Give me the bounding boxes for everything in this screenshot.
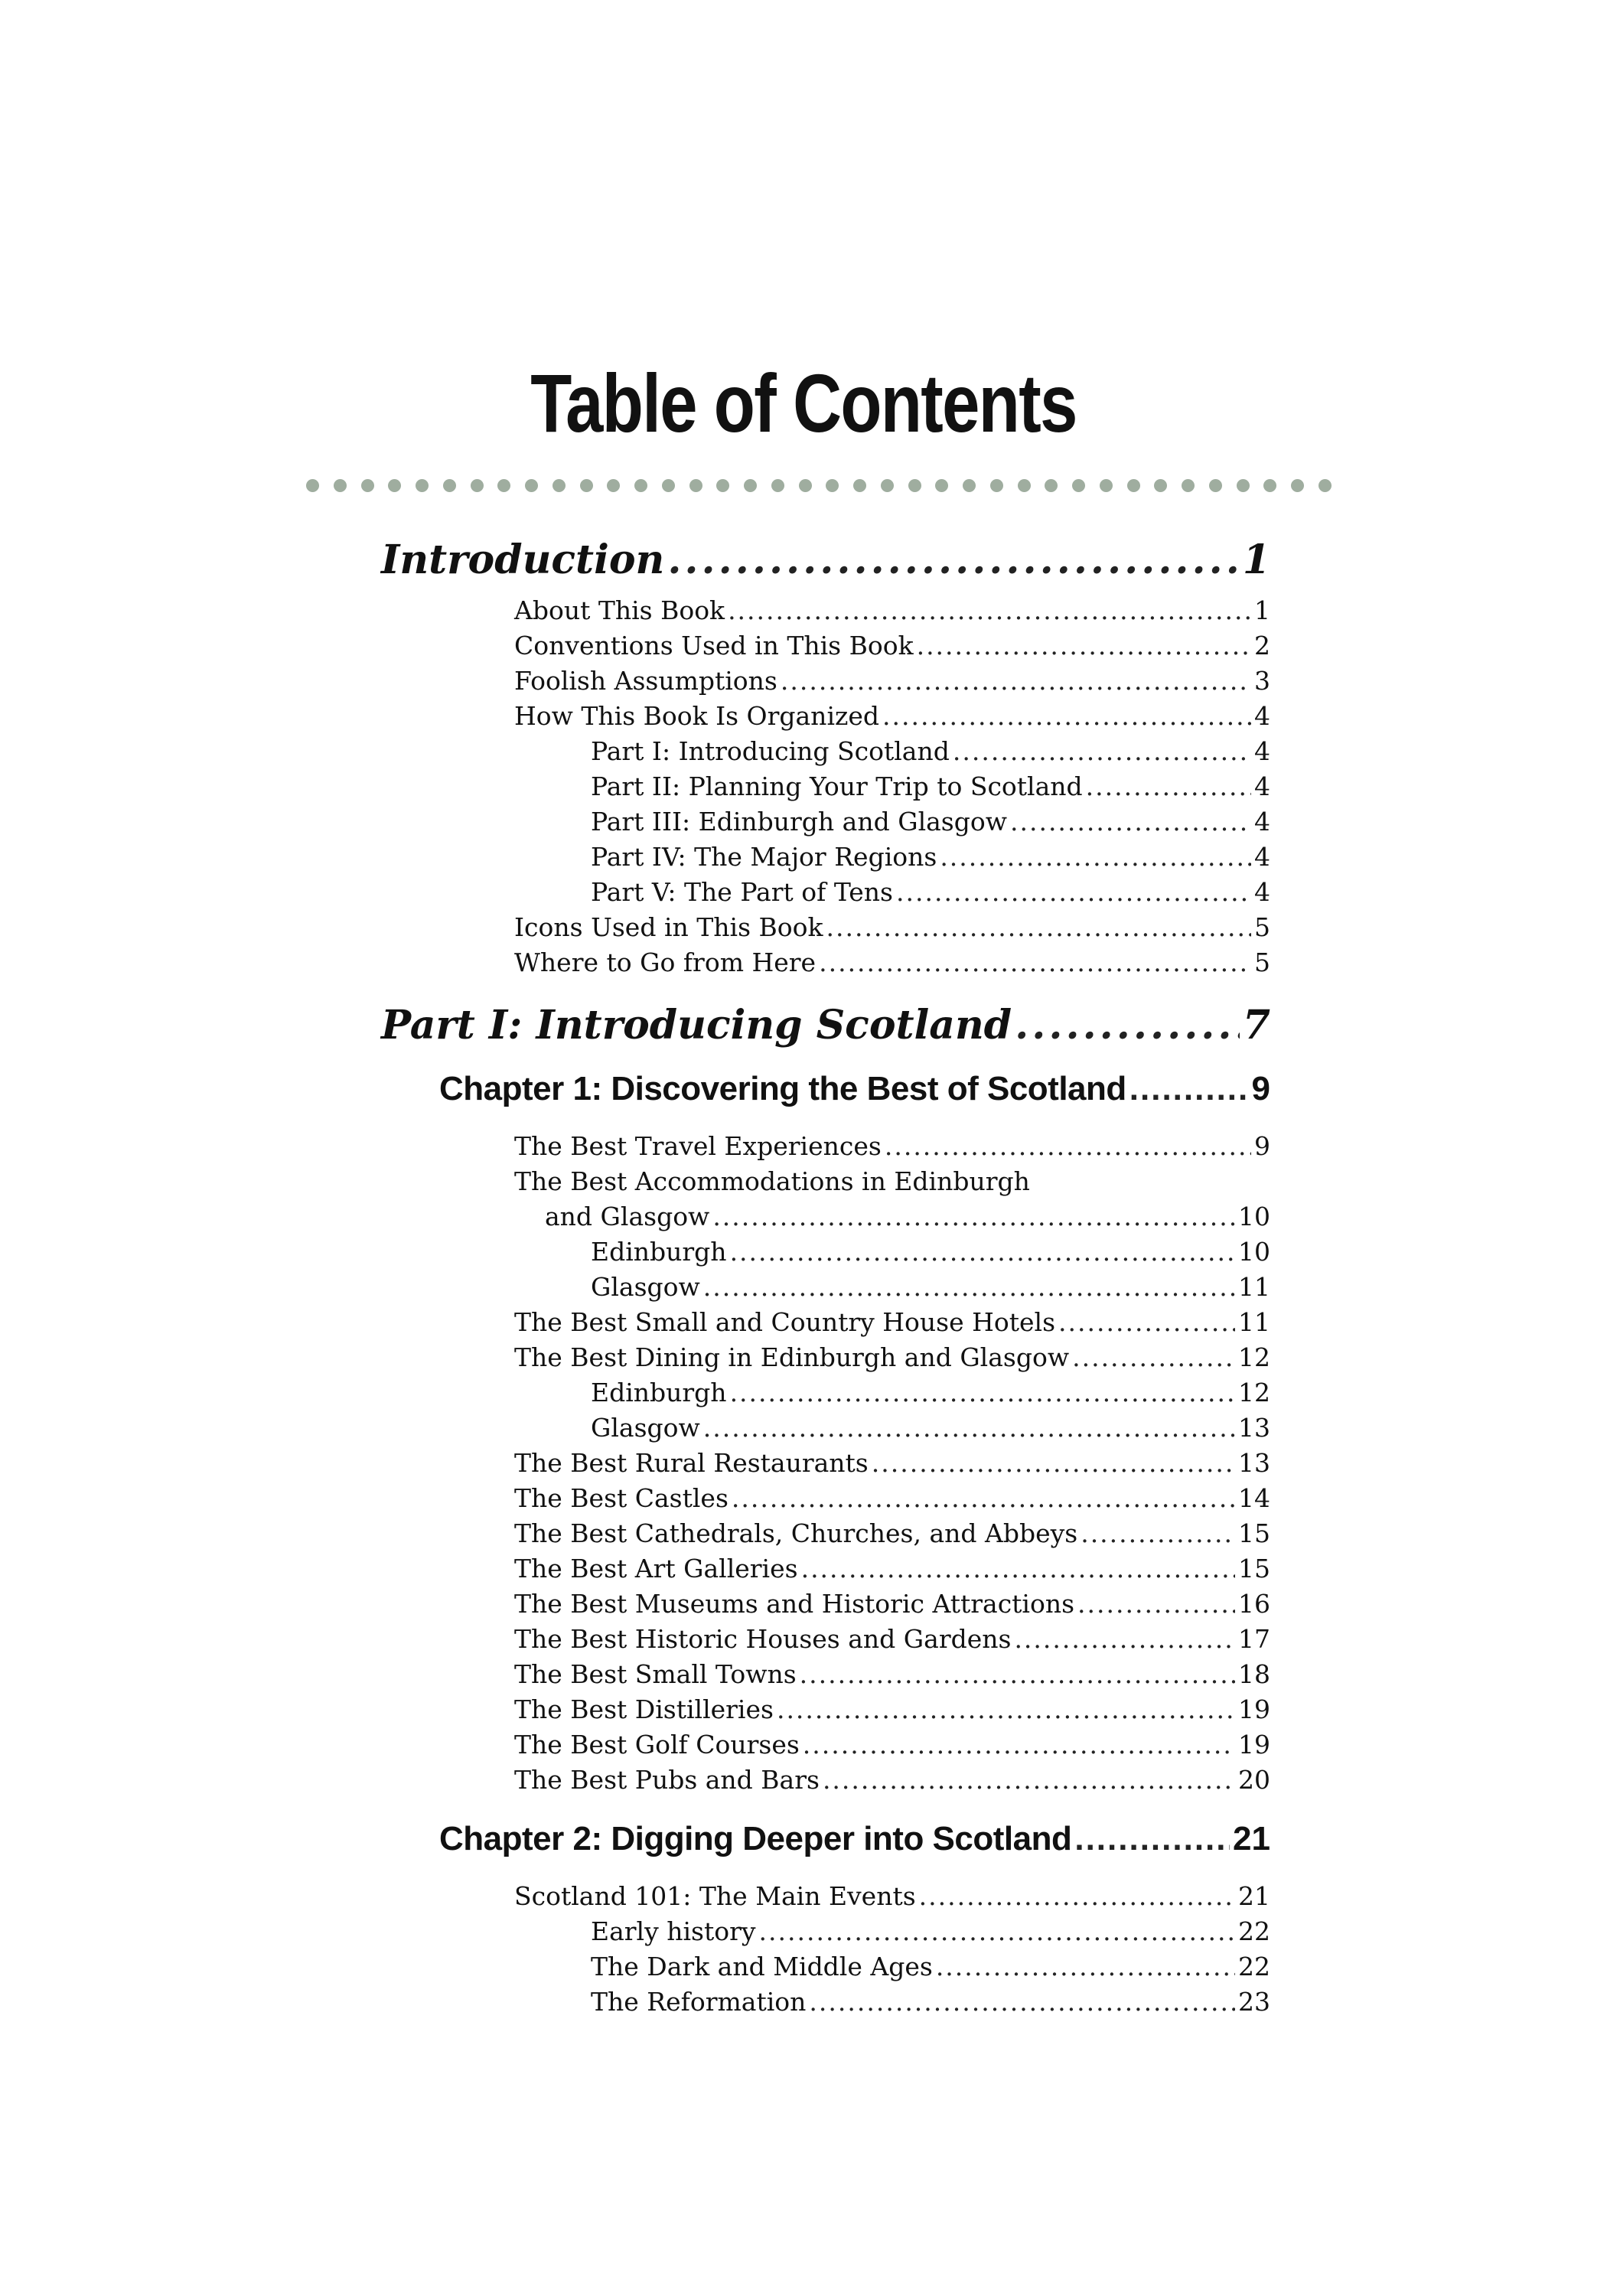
toc-leader-dots: [1077, 1587, 1235, 1621]
toc-entry-about-this-book[interactable]: [514, 594, 1270, 628]
divider-dot: [361, 479, 374, 492]
toc-leader-dots: [885, 1130, 1251, 1163]
toc-entry-title: The Best Rural Restaurants: [514, 1448, 869, 1478]
toc-entry-title: The Best Travel Experiences: [514, 1131, 882, 1161]
divider-dot: [1018, 479, 1031, 492]
toc-entry-the-dark-and-middle-ages[interactable]: [591, 1950, 1270, 1984]
toc-leader-dots: [1010, 805, 1251, 839]
toc-leader-dots: [809, 1985, 1235, 2019]
toc-page-number: 11: [1238, 1307, 1270, 1337]
toc-page-number: 18: [1238, 1659, 1270, 1689]
toc-page-number: 14: [1238, 1483, 1270, 1513]
toc-entry-title: The Best Small and Country House Hotels: [514, 1307, 1056, 1337]
toc-entry-part-iv-the-major-regions[interactable]: [591, 840, 1270, 874]
toc-page-number: 4: [1254, 807, 1270, 837]
toc-leader-dots: [732, 1482, 1235, 1515]
toc-entry-part-ii-planning-your-trip-to-scotland[interactable]: [591, 770, 1270, 804]
toc-entry-the-best-small-towns[interactable]: [514, 1658, 1270, 1691]
toc-entry-chapter-2-digging-deeper-into-scotland[interactable]: [439, 1818, 1270, 1860]
toc-page-number: 1: [1242, 536, 1270, 583]
toc-page-number: 21: [1238, 1881, 1270, 1911]
toc-entry-title: The Best Dining in Edinburgh and Glasgow: [514, 1342, 1070, 1372]
toc-entry-title: The Best Castles: [514, 1483, 729, 1513]
divider-dot: [1045, 479, 1058, 492]
toc-leader-dots: [759, 1915, 1235, 1949]
divider-dot: [1291, 479, 1304, 492]
toc-entry-title: The Best Cathedrals, Churches, and Abbeys: [514, 1518, 1078, 1548]
toc-entry-title: The Best Art Galleries: [514, 1554, 798, 1583]
toc-entry-title: Glasgow: [591, 1272, 700, 1302]
toc-entry-icons-used-in-this-book[interactable]: [514, 911, 1270, 944]
toc-entry-introduction[interactable]: [381, 536, 1270, 585]
toc-page-number: 20: [1238, 1765, 1270, 1795]
toc-entry-the-best-travel-experiences[interactable]: [514, 1130, 1270, 1163]
toc-page-number: 13: [1238, 1413, 1270, 1443]
toc-entry-the-best-castles[interactable]: [514, 1482, 1270, 1515]
toc-entry-how-this-book-is-organized[interactable]: [514, 700, 1270, 733]
toc-page-number: 2: [1254, 631, 1270, 660]
toc-entry-title: Scotland 101: The Main Events: [514, 1881, 916, 1911]
toc-leader-dots: [667, 536, 1239, 585]
toc-entry-conventions-used-in-this-book[interactable]: [514, 629, 1270, 663]
divider-dot: [799, 479, 812, 492]
toc-entry-title: Icons Used in This Book: [514, 912, 823, 942]
toc-leader-dots: [703, 1411, 1235, 1445]
divider-dot: [1263, 479, 1276, 492]
divider-dot: [744, 479, 757, 492]
divider-dot: [853, 479, 866, 492]
toc-page-number: 16: [1238, 1589, 1270, 1619]
divider-dot: [908, 479, 921, 492]
divider-dot: [826, 479, 839, 492]
toc-entry-the-best-historic-houses-and-gardens[interactable]: [514, 1623, 1270, 1656]
toc-entry-the-best-distilleries[interactable]: [514, 1693, 1270, 1727]
toc-leader-dots: [953, 735, 1251, 768]
toc-leader-dots: [896, 876, 1251, 909]
toc-entry-scotland-101-the-main-events[interactable]: [514, 1880, 1270, 1913]
toc-entry-and-glasgow[interactable]: [545, 1200, 1270, 1234]
toc-entry-the-best-cathedrals-churches-and-abbeys[interactable]: [514, 1517, 1270, 1551]
toc-page-number: 12: [1238, 1342, 1270, 1372]
toc-leader-dots: [803, 1728, 1235, 1762]
toc-entry-title: About This Book: [514, 595, 725, 625]
dotted-divider: [306, 477, 1332, 494]
toc-entry-the-best-small-and-country-house-hotels[interactable]: [514, 1306, 1270, 1339]
toc-leader-dots: [730, 1376, 1235, 1410]
toc-page-number: 4: [1254, 842, 1270, 872]
toc-leader-dots: [1015, 1001, 1240, 1050]
toc-page-number: 4: [1254, 701, 1270, 731]
toc-entry-title: The Reformation: [591, 1987, 807, 2017]
divider-dot: [388, 479, 401, 492]
toc-entry-title: Edinburgh: [591, 1237, 727, 1267]
toc-leader-dots: [728, 594, 1251, 628]
toc-page-number: 4: [1254, 771, 1270, 801]
toc-entry-the-best-accommodations-in-edinburgh[interactable]: [514, 1165, 1270, 1199]
toc-leader-dots: [1129, 1068, 1249, 1110]
toc-leader-dots: [781, 664, 1251, 698]
toc-entry-title: Edinburgh: [591, 1378, 727, 1407]
toc-entry-part-i-introducing-scotland[interactable]: [591, 735, 1270, 768]
toc-entry-title: The Best Museums and Historic Attractions: [514, 1589, 1075, 1619]
toc-entry-the-best-rural-restaurants[interactable]: [514, 1446, 1270, 1480]
toc-page-number: 19: [1238, 1694, 1270, 1724]
toc-page-number: 17: [1238, 1624, 1270, 1654]
toc-page-number: 1: [1254, 595, 1270, 625]
toc-entry-the-best-art-galleries[interactable]: [514, 1552, 1270, 1586]
divider-dot: [689, 479, 702, 492]
page-title: Table of Contents: [530, 357, 1077, 449]
toc-entry-title: Chapter 2: Digging Deeper into Scotland: [439, 1820, 1072, 1857]
toc-entry-the-reformation[interactable]: [591, 1985, 1270, 2019]
toc-entry-title: Part V: The Part of Tens: [591, 877, 893, 907]
toc-page-number: 11: [1238, 1272, 1270, 1302]
toc-entry-title: Part IV: The Major Regions: [591, 842, 937, 872]
divider-dot: [525, 479, 538, 492]
toc-entry-title: Chapter 1: Discovering the Best of Scotland: [439, 1070, 1126, 1107]
toc-entry-title: The Best Small Towns: [514, 1659, 797, 1689]
toc-leader-dots: [800, 1658, 1235, 1691]
toc-entry-where-to-go-from-here[interactable]: [514, 946, 1270, 980]
toc-leader-dots: [801, 1552, 1235, 1586]
divider-dot: [634, 479, 647, 492]
toc-entry-title: and Glasgow: [545, 1202, 710, 1231]
toc-entry-title: The Dark and Middle Ages: [591, 1952, 933, 1981]
toc-entry-glasgow[interactable]: [591, 1411, 1270, 1445]
toc-entry-the-best-museums-and-historic-attractions[interactable]: [514, 1587, 1270, 1621]
toc-page-number: 9: [1254, 1131, 1270, 1161]
toc-entry-title: How This Book Is Organized: [514, 701, 880, 731]
toc-leader-dots: [826, 911, 1251, 944]
divider-dot: [662, 479, 675, 492]
toc-entry-title: Part I: Introducing Scotland: [381, 1002, 1012, 1049]
toc-leader-dots: [730, 1235, 1235, 1269]
toc-entry-glasgow[interactable]: [591, 1270, 1270, 1304]
toc-entry-the-best-pubs-and-bars[interactable]: [514, 1763, 1270, 1797]
toc-page-number: 21: [1233, 1820, 1270, 1857]
toc-entry-part-iii-edinburgh-and-glasgow[interactable]: [591, 805, 1270, 839]
divider-dot: [471, 479, 484, 492]
toc-leader-dots: [819, 946, 1251, 980]
toc-page-number: 5: [1254, 947, 1270, 977]
toc-entry-title: The Best Distilleries: [514, 1694, 774, 1724]
toc-entry-title: Part I: Introducing Scotland: [591, 736, 950, 766]
divider-dot: [1182, 479, 1195, 492]
toc-leader-dots: [1074, 1818, 1230, 1860]
toc-page-number: 4: [1254, 877, 1270, 907]
toc-leader-dots: [1086, 770, 1251, 804]
toc-page-number: 19: [1238, 1730, 1270, 1760]
divider-dot: [580, 479, 593, 492]
toc-page-number: 4: [1254, 736, 1270, 766]
toc-page-number: 13: [1238, 1448, 1270, 1478]
divider-dot: [1100, 479, 1113, 492]
toc-leader-dots: [777, 1693, 1235, 1727]
toc-entry-title: Foolish Assumptions: [514, 666, 777, 696]
toc-page-number: 10: [1238, 1237, 1270, 1267]
divider-dot: [443, 479, 456, 492]
divider-dot: [416, 479, 429, 492]
toc-entry-title: The Best Accommodations in Edinburgh: [514, 1166, 1030, 1196]
toc-entry-title: Conventions Used in This Book: [514, 631, 914, 660]
toc-entry-early-history[interactable]: [591, 1915, 1270, 1949]
toc-entry-title: The Best Historic Houses and Gardens: [514, 1624, 1012, 1654]
toc-page-number: 15: [1238, 1518, 1270, 1548]
toc-entry-part-i-introducing-scotland[interactable]: [381, 1001, 1270, 1050]
toc-entry-title: The Best Pubs and Bars: [514, 1765, 820, 1795]
toc-page-number: 15: [1238, 1554, 1270, 1583]
divider-dot: [1154, 479, 1167, 492]
toc-page-number: 22: [1238, 1952, 1270, 1981]
toc-entry-title: Introduction: [381, 536, 665, 583]
toc-entry-the-best-golf-courses[interactable]: [514, 1728, 1270, 1762]
toc-page-number: 5: [1254, 912, 1270, 942]
divider-dot: [990, 479, 1003, 492]
toc-leader-dots: [940, 840, 1251, 874]
toc-page-number: 22: [1238, 1916, 1270, 1946]
toc-leader-dots: [872, 1446, 1235, 1480]
toc-page-number: 9: [1251, 1070, 1270, 1107]
toc-entry-title: Early history: [591, 1916, 756, 1946]
toc-leader-dots: [1014, 1623, 1235, 1656]
toc-page-number: 10: [1238, 1202, 1270, 1231]
divider-dot: [1209, 479, 1222, 492]
toc-leader-dots: [882, 700, 1251, 733]
toc-page-number: 7: [1242, 1002, 1270, 1049]
divider-dot: [716, 479, 729, 492]
divider-dot: [1237, 479, 1250, 492]
toc-leader-dots: [823, 1763, 1235, 1797]
toc-page-number: 12: [1238, 1378, 1270, 1407]
toc-entry-edinburgh[interactable]: [591, 1376, 1270, 1410]
divider-dot: [963, 479, 976, 492]
toc-leader-dots: [917, 629, 1251, 663]
toc-entry-title: Where to Go from Here: [514, 947, 817, 977]
divider-dot: [1319, 479, 1332, 492]
toc-leader-dots: [936, 1950, 1235, 1984]
divider-dot: [1072, 479, 1085, 492]
toc-entry-title: The Best Golf Courses: [514, 1730, 800, 1760]
divider-dot: [881, 479, 894, 492]
toc-leader-dots: [1081, 1517, 1235, 1551]
toc-entry-part-v-the-part-of-tens[interactable]: [591, 876, 1270, 909]
toc-entry-foolish-assumptions[interactable]: [514, 664, 1270, 698]
toc-entry-the-best-dining-in-edinburgh-and-glasgow[interactable]: [514, 1341, 1270, 1375]
toc-leader-dots: [712, 1200, 1235, 1234]
toc-leader-dots: [1058, 1306, 1235, 1339]
toc-leader-dots: [703, 1270, 1235, 1304]
divider-dot: [1127, 479, 1140, 492]
toc-entry-edinburgh[interactable]: [591, 1235, 1270, 1269]
divider-dot: [334, 479, 347, 492]
toc-leader-dots: [1072, 1341, 1235, 1375]
divider-dot: [553, 479, 566, 492]
toc-entry-title: Part III: Edinburgh and Glasgow: [591, 807, 1007, 837]
divider-dot: [306, 479, 319, 492]
toc-page-number: 3: [1254, 666, 1270, 696]
toc-leader-dots: [919, 1880, 1235, 1913]
divider-dot: [935, 479, 948, 492]
toc-entry-title: Glasgow: [591, 1413, 700, 1443]
toc-entry-title: Part II: Planning Your Trip to Scotland: [591, 771, 1083, 801]
divider-dot: [607, 479, 620, 492]
toc-entry-chapter-1-discovering-the-best-of-scotland[interactable]: [439, 1068, 1270, 1110]
divider-dot: [497, 479, 510, 492]
divider-dot: [771, 479, 784, 492]
toc-page-number: 23: [1238, 1987, 1270, 2017]
